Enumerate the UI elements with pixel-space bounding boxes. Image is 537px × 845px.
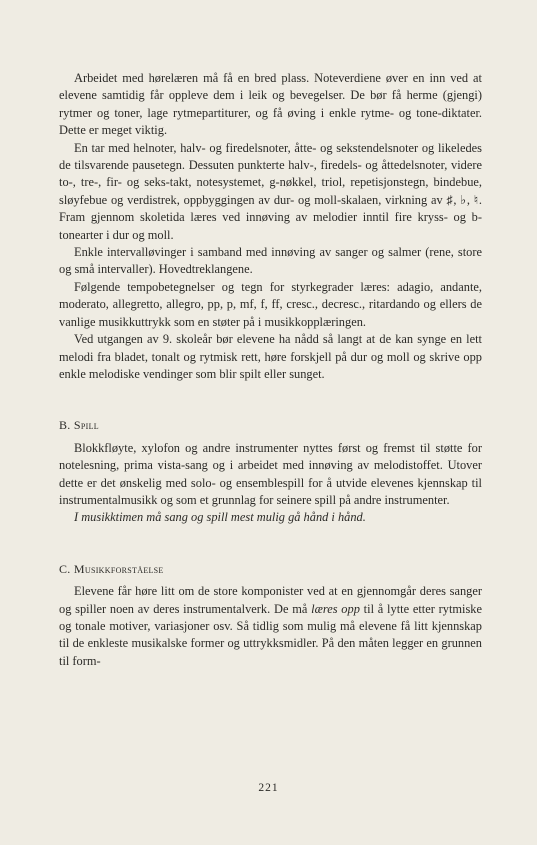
italic-phrase: læres opp — [311, 601, 360, 616]
paragraph-hoerelaere: Arbeidet med hørelæren må få en bred plass. Noteverdiene øver en inn ved at elevene samtidig får oppleve dem i leik og bevegelser. De bør få herme (gjengi) rytmer og toner, lage rytmepartiturer, og få øving i enkle rytme- og tone-diktater. Dette er meget viktig. — [59, 71, 482, 138]
italic-note: I musikktimen må sang og spill mest mulig gå hånd i hånd. — [74, 510, 366, 525]
section-letter: C. — [59, 561, 71, 576]
section-title: Spill — [73, 418, 99, 433]
paragraph-musikkforstaaelse — [59, 583, 482, 670]
section-heading-musikkforstaaelse — [59, 561, 482, 578]
page-number: 221 — [258, 782, 279, 794]
paragraph-spill: Blokkfløyte, xylofon og andre instrumenter nyttes først og fremst til støtte for notelesning, prima vista-sang og i arbeidet med innøving av melodistoffet. Utover dette er det ønskelig med solo- og ensemblespill for å utvide elevenes kjennskap til instrumentalmusikk og som et grunnlag for seinere spill på andre instrumenter. — [59, 440, 482, 507]
paragraph-noteverdier: En tar med helnoter, halv- og firedelsnoter, åtte- og sekstendelsnoter og likeledes de tilsvarende pausetegn. Dessuten punkterte halv-, firedels- og åttedelsnoter, videre to-, tre-, fir- og seks-takt, notesystemet, g-nøkkel, triol, repetisjonstegn, bindebue, sløyfebue og verdistrek, oppbyggingen av dur- og moll-skalaen, virkning av ♯, ♭, ♮. Fram gjennom skoletida læres ved innøving av melodier inntil fire kryss- og b-tonearter i dur og moll. — [59, 140, 482, 242]
page-text — [59, 70, 482, 670]
section-letter: B. — [59, 418, 71, 433]
paragraph-intervalloevinger: Enkle intervalløvinger i samband med innøving av sanger og salmer (rene, store og små intervaller). Hovedtreklangene. — [59, 245, 482, 277]
text-after-italic: til å lytte etter rytmiske og tonale motiver, variasjoner osv. Så tidlig som mulig må elevene få litt kjennskap til de enkleste musikalske former og uttrykksmidler. På den måten legger en grunnen til form- — [59, 601, 483, 668]
section-heading-spill — [59, 417, 482, 434]
paragraph-9-skoleaar: Ved utgangen av 9. skoleår bør elevene ha nådd så langt at de kan synge en lett melodi fra bladet, tonalt og rytmisk rett, høre forskjell på dur og moll og skrive opp enkle melodiske vendinger som blir spilt eller sunget. — [59, 332, 482, 381]
text-before-italic: Elevene får høre litt om de store komponister ved at en gjennomgår deres sanger og spiller noen av deres instrumentalverk. De må — [59, 584, 482, 616]
section-title: Musikkforståelse — [73, 561, 164, 576]
paragraph-tempobetegnelser: Følgende tempobetegnelser og tegn for styrkegrader læres: adagio, andante, moderato, allegretto, allegro, pp, p, mf, f, ff, cresc., decresc., ritardando og ellers de vanlige musikkuttrykk som en støter på i musikkopplæringen. — [59, 279, 482, 329]
